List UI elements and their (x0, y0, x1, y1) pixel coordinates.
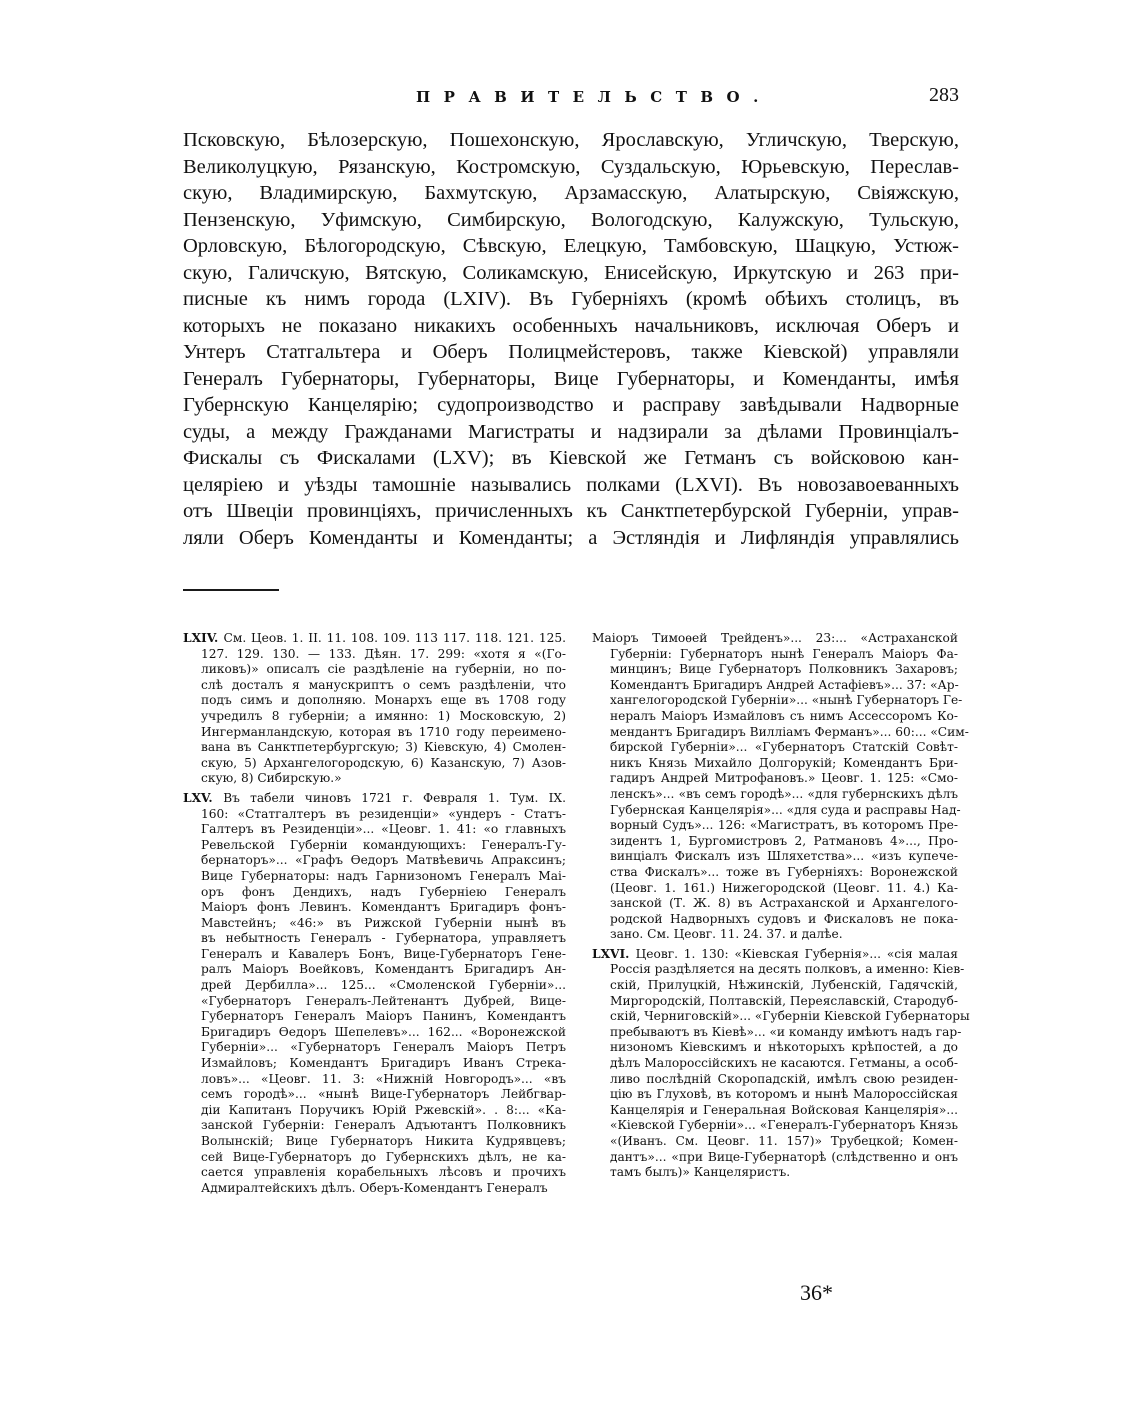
footnote-line (592, 802, 961, 819)
footnote-line (183, 1181, 566, 1197)
footnote-text: ворный Судъ»... 126: «Магистратъ, въ которомъ Пре- (610, 818, 958, 833)
footnote-line (592, 771, 958, 787)
footnote-line (183, 662, 566, 678)
footnote-text: Адмиралтейскихъ дѣлъ. Оберъ-Комендантъ Генералъ (201, 1180, 548, 1195)
footnote-text: дрей Дербилла»... 125... «Смоленской Губерніи»... (201, 978, 566, 993)
footnote-text: дантъ»... «при Вице-Губернаторѣ (слѣдственно и онъ (610, 1149, 958, 1164)
footnote-text: бирской Губерніи»... «Губернаторъ Статскій Совѣт- (610, 740, 958, 755)
body-line: Губернскую Канцелярію; судопроизводство и расправу завѣдывали Надворные (183, 394, 959, 416)
footnote-line (183, 693, 566, 709)
footnote-text: занской (Т. Ж. 8) въ Астраханской и Архангелого- (610, 896, 958, 911)
footnote-line (183, 1072, 566, 1088)
footnote-line (183, 740, 566, 756)
footnote-line (592, 1087, 958, 1103)
footnote-line (183, 1009, 566, 1025)
footnote-line (592, 709, 958, 725)
footnote-text: ленскъ»... «въ семъ городѣ»... «для губернскихъ дѣлъ (610, 786, 958, 801)
footnote-label: LXV. (183, 790, 224, 805)
footnote-text: хангелогородской Губерніи»... «нынѣ Губернаторъ Ге- (610, 693, 963, 708)
footnote-text: сается управленія корабельныхъ лѣсовъ и прочихъ (201, 1165, 566, 1180)
footnote-line (183, 994, 566, 1010)
footnote-text: пребываютъ въ Кіевѣ»... «и команду имѣютъ надъ гар- (610, 1024, 962, 1039)
footnote-line (183, 978, 566, 994)
footnote-text: оръ фонъ Дендихъ, надъ Губерніею Генералъ (201, 884, 566, 899)
footnote-text: скій, Черниговскій»... «Губерніи Кіевской Губернаторы (610, 1009, 970, 1024)
footnote-text: ликовъ)» описалъ сіе раздѣленіе на губерніи, но по- (201, 662, 566, 677)
footnote-text: тамъ былъ)» Канцеляристъ. (610, 1165, 791, 1180)
body-line: суды, а между Гражданами Магистраты и надзирали за дѣлами Провинціалъ- (183, 420, 959, 443)
footnotes-right-column (592, 631, 970, 1181)
footnote-line (592, 1024, 962, 1041)
footnote-text: зано. См. Цеовг. 11. 24. 37. и далѣе. (610, 927, 843, 942)
footnote-line (183, 1056, 566, 1072)
footnote-text: Ревельской Губерніи командующихъ: Генералъ-Гу- (201, 837, 566, 852)
running-head (183, 84, 959, 112)
footnote-text: гадиръ Андрей Митрофановъ.» Цеовг. 1. 125: «Смо- (610, 771, 958, 786)
footnote-text: (Цеовг. 1. 161.) Нижегородской (Цеовг. 11. 4.) Ка- (610, 880, 958, 895)
footnote-text: ловъ»... «Цеовг. 11. 3: «Нижній Новгородъ»... «въ (201, 1071, 566, 1086)
footnote-line (183, 822, 566, 838)
footnote-line (592, 978, 958, 994)
footnote-text: Губерніи»... «Губернаторъ Генералъ Маіоръ Петръ (201, 1040, 566, 1055)
footnote-line (183, 1118, 566, 1134)
footnote-line (183, 1165, 566, 1181)
footnote-text: Канцелярія и Генеральная Войсковая Канцелярія»... (610, 1102, 958, 1117)
footnote-line (183, 1150, 566, 1166)
footnote-line (592, 1165, 958, 1181)
footnote-line (592, 631, 958, 647)
footnote-text: въ небытность Генералъ - Губернатора, управляетъ (201, 931, 566, 946)
footnote-line (183, 631, 566, 647)
footnote-line (183, 869, 566, 885)
footnote-label: LXVI. (592, 946, 636, 961)
footnote-line (592, 678, 958, 694)
footnote-line (183, 1025, 566, 1041)
footnote-line (592, 881, 958, 897)
footnote-line (183, 947, 566, 963)
footnote-text: 127. 129. 130. — 133. Дѣян. 17. 299: «хотя я «(Го- (201, 646, 566, 661)
footnote-line (183, 900, 566, 916)
footnote-line (183, 756, 566, 772)
footnote-text: Волынскій; Вице Губернаторъ Никита Кудрявцевъ; (201, 1134, 566, 1148)
footnote-line (592, 1103, 958, 1119)
footnote-text: Маіоръ Тимоѳей Трейденъ»... 23:... «Астраханской (592, 631, 958, 645)
footnote-text: зидентъ 1, Бургомистровъ 2, Ратмановъ 4»..., Про- (610, 833, 958, 848)
body-line: скую, Галичскую, Вятскую, Соликамскую, Енисейскую, Иркутскую и 263 при- (183, 261, 959, 284)
footnote-line (183, 771, 566, 787)
footnote-line (592, 962, 965, 978)
footnote-line (592, 947, 958, 963)
footnote-line (183, 838, 566, 854)
footnote-line (592, 1072, 958, 1088)
footnote-text: Губернская Канцелярія»... «для суда и расправы Над- (610, 802, 961, 817)
body-line: Псковскую, Бѣлозерскую, Пошехонскую, Ярославскую, Угличскую, Тверскую, (183, 129, 959, 151)
footnote-line (183, 931, 566, 947)
footnote (592, 631, 969, 943)
footnote-line (592, 756, 958, 772)
footnote-text: ливо послѣдній Скоропадскій, имѣлъ свою резиден- (610, 1071, 958, 1086)
signature-mark: 36* (800, 1280, 833, 1305)
footnote (183, 791, 566, 1196)
footnote-line (592, 1134, 958, 1150)
footnote-line (592, 787, 958, 803)
footnote-line (592, 693, 963, 709)
footnote-text: Губернаторъ Генералъ Маіоръ Панинъ, Комендантъ (201, 1009, 566, 1024)
footnote-text: минцинъ; Вице Губернаторъ Полковникъ Захаровъ; (610, 662, 958, 677)
page-number: 283 (929, 84, 959, 106)
footnote-line (592, 1056, 958, 1072)
footnote-text: цію въ Глуховѣ, въ которомъ и нынѣ Малороссійская (610, 1087, 958, 1102)
footnote-line (183, 853, 566, 869)
body-line: Пензенскую, Уфимскую, Симбирскую, Вологодскую, Калужскую, Тульскую, (183, 208, 959, 231)
footnote-line (183, 709, 566, 725)
footnote-text: скій, Прилуцкій, Нѣжинскій, Лубенскій, Гадячскій, (610, 978, 958, 993)
footnote-text: дѣлъ Малороссійскихъ не касаются. Гетманы, а особ- (610, 1056, 958, 1071)
body-line: писные къ нимъ города (LXIV). Въ Губерніяхъ (кромѣ обѣихъ столицъ, въ (183, 288, 959, 310)
footnote-line (183, 885, 566, 901)
body-line: скую, Владимирскую, Бахмутскую, Арзамасскую, Алатырскую, Свіяжскую, (183, 182, 959, 204)
footnote-text: 160: «Статгалтеръ въ резиденціи» «ундеръ - Статъ- (201, 806, 566, 821)
footnote-line (183, 1103, 566, 1119)
footnote-text: Измайловъ; Комендантъ Бригадиръ Иванъ Стрека- (201, 1056, 566, 1071)
footnote-line (183, 807, 566, 823)
footnote-text: никъ Князь Михайло Долгорукій; Комендантъ Бри- (610, 755, 958, 770)
main-body-text (183, 127, 959, 551)
footnote-line (592, 1040, 958, 1056)
footnote-line (592, 927, 958, 943)
footnote-text: подъ симъ и дополняю. Монархъ еще въ 1708 году (201, 693, 566, 708)
footnote-text: нералъ Маіоръ Измайловъ съ нимъ Ассессоромъ Ко- (610, 708, 958, 723)
footnote-line (592, 647, 958, 663)
footnote-line (592, 834, 958, 850)
footnote-text: ства Фискалъ»... тоже въ Губерніяхъ: Воронежской (610, 864, 958, 879)
body-line: которыхъ не показано никакихъ особенныхъ начальниковъ, исключая Оберъ и (183, 314, 959, 337)
footnote-line (592, 912, 958, 928)
running-title: ПРАВИТЕЛЬСТВО. (416, 88, 772, 106)
footnote-text: Вице Губернаторы: надъ Гарнизономъ Генералъ Маі- (201, 868, 566, 883)
footnote-text: Комендантъ Бригадиръ Андрей Астафіевъ»... 37: «Ар- (610, 677, 959, 692)
footnote-text: Генералъ и Кавалеръ Бонъ, Вице-Губернаторъ Гене- (201, 946, 566, 961)
footnote-text: низономъ Кіевскимъ и нѣкоторыхъ крѣпостей, а до (610, 1040, 958, 1055)
footnote-line (592, 849, 958, 865)
footnote-line (183, 647, 566, 663)
footnote-text: скую, 5) Архангелогородскую, 6) Казанскую, 7) Азов- (201, 755, 566, 770)
footnote-line (592, 662, 958, 678)
footnote-line (183, 791, 566, 807)
footnote-text: родской Надворныхъ судовъ и Фискаловъ не пока- (610, 911, 958, 926)
footnote-text: Маіоръ фонъ Левинъ. Комендантъ Бригадиръ фонъ- (201, 900, 566, 915)
footnote-line (592, 1118, 958, 1134)
footnote-text: Губерніи: Губернаторъ нынѣ Генералъ Маіоръ Фа- (610, 646, 958, 661)
footnote-text: бернаторъ»... «Графъ Өедоръ Матвѣевичь Апраксинъ; (201, 853, 566, 868)
footnotes-left-column (183, 631, 566, 1196)
footnote-text: учредилъ 8 губерніи; а имянно: 1) Московскую, 2) (201, 708, 566, 723)
footnote-text: Въ табели чиновъ 1721 г. Февраля 1. Тум. IX. (223, 790, 566, 805)
footnote-line (183, 1087, 566, 1103)
footnote-line (183, 1134, 566, 1150)
body-line: Великолуцкую, Рязанскую, Костромскую, Суздальскую, Юрьевскую, Переслав- (183, 155, 959, 178)
footnote-line (592, 1150, 958, 1166)
footnote-line (183, 962, 566, 978)
footnote-text: сей Вице-Губернаторъ до Губернскихъ дѣлъ, не ка- (201, 1149, 566, 1164)
body-line: Унтеръ Статгальтера и Оберъ Полицмейстеровъ, также Кіевской) управляли (183, 341, 959, 363)
footnote-text: Россія раздѣляется на десять полковъ, а именно: Кіев- (610, 962, 965, 977)
footnote-text: вана въ Санктпетербургскую; 3) Кіевскую, 4) Смолен- (201, 740, 566, 755)
footnote-text: Мавстейнъ; «46:» въ Рижской Губерніи нынѣ въ (201, 915, 566, 930)
footnote-text: Ингерманландскую, которая въ 1710 году переимено- (201, 724, 566, 739)
footnote-line (592, 724, 969, 741)
footnote-text: Миргородскій, Полтавскій, Переяславскій, Стародуб- (610, 993, 958, 1008)
footnote-text: «Губернаторъ Генералъ-Лейтенантъ Дубрей, Вице- (201, 993, 566, 1008)
footnote-line (183, 916, 566, 932)
body-line: отъ Швеціи провинціяхъ, причисленныхъ къ Санктпетербурской Губерніи, управ- (183, 500, 959, 522)
footnote-line (592, 994, 958, 1010)
footnote-text: Цеовг. 1. 130: «Кіевская Губернія»... «сія малая (635, 946, 958, 961)
footnote-divider (183, 589, 279, 591)
footnote-text: ралъ Маіоръ Воейковъ, Комендантъ Бригадиръ Ан- (201, 962, 566, 977)
footnote-text: мендантъ Бригадиръ Вилліамъ Ферманъ»... 60:... «Сим- (610, 724, 969, 739)
footnote-text: винціалъ Фискалъ изъ Шляхетства»... «изъ купече- (610, 849, 958, 864)
footnote-text: См. Цеов. 1. II. 11. 108. 109. 113 117. 118. 121. 125. (223, 631, 566, 645)
footnote-text: скую, 8) Сибирскую.» (201, 771, 342, 786)
body-line: Фискалы съ Фискалами (LXV); въ Кіевской же Гетманъ съ войсковою кан- (183, 447, 959, 469)
footnote-line (592, 1009, 970, 1025)
footnote-line (183, 725, 566, 741)
body-line: ляли Оберъ Коменданты и Коменданты; а Эстляндія и Лифляндія управлялись (183, 526, 959, 549)
footnote (183, 631, 566, 787)
body-line: Генералъ Губернаторы, Губернаторы, Вице Губернаторы, и Коменданты, имѣя (183, 367, 959, 390)
footnote-text: занской Губерніи: Генералъ Адъютантъ Полковникъ (201, 1118, 566, 1133)
footnote-text: семъ городѣ»... «нынѣ Вице-Губернаторъ Лейбгвар- (201, 1087, 566, 1102)
footnote-text: слѣ досталъ я манускриптъ о семъ раздѣленіи, что (201, 677, 566, 692)
body-line: целяріею и уѣзды тамошніе назывались полками (LXVI). Въ новозавоеванныхъ (183, 473, 959, 496)
body-line: Орловскую, Бѣлогородскую, Сѣвскую, Елецкую, Тамбовскую, Шацкую, Устюж- (183, 235, 959, 257)
footnote (592, 946, 970, 1181)
footnote-label: LXIV. (183, 631, 224, 645)
footnote-line (592, 818, 958, 834)
footnote-line (183, 678, 566, 694)
footnote-line (592, 896, 958, 912)
footnote-line (592, 740, 958, 756)
footnote-text: «Кіевской Губерніи»... «Генералъ-Губернаторъ Князь (610, 1118, 958, 1133)
footnote-text: «(Иванъ. См. Цеовг. 11. 157)» Трубецкой; Комен- (610, 1134, 958, 1148)
footnote-text: діи Капитанъ Поручикъ Юрій Ржевскій». . 8:... «Ка- (201, 1102, 566, 1117)
footnote-line (592, 865, 958, 881)
footnote-text: Галтеръ въ Резиденціи»... «Цеовг. 1. 41: «о главныхъ (201, 822, 566, 837)
footnote-text: Бригадиръ Өедоръ Шепелевъ»... 162... «Воронежской (201, 1024, 566, 1039)
footnote-line (183, 1040, 566, 1056)
